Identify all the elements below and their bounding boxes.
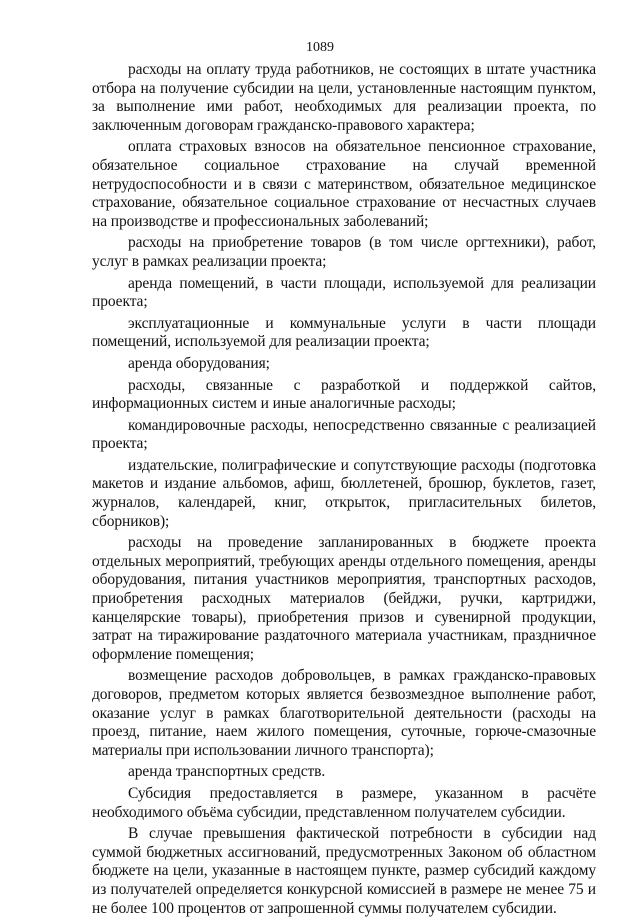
- paragraph-labor-costs: расходы на оплату труда работников, не состоящих в штате участника отбора на получение субсидии на цели, установленные настоящим пунктом, за выполнение ими работ, необходимых для реализации проекта, по заключенным договорам гражданско-правового характера;: [92, 61, 596, 134]
- paragraph-goods-purchase: расходы на приобретение товаров (в том числе оргтехники), работ, услуг в рамках реализации проекта;: [92, 234, 596, 270]
- paragraph-events: расходы на проведение запланированных в бюджете проекта отдельных мероприятий, требующих аренды отдельного помещения, аренды оборудования, питания участников мероприятия, транспортных расходов, приобретения расходных материалов (бейджи, ручки, картриджи, канцелярские товары), приобретения призов и сувенирной продукции, затрат на тиражирование раздаточного материала участникам, праздничное оформление помещения;: [92, 534, 596, 663]
- paragraph-subsidy-amount: Субсидия предоставляется в размере, указанном в расчёте необходимого объёма субсидии, представленном получателем субсидии.: [92, 784, 596, 821]
- paragraph-vehicle-rent: аренда транспортных средств.: [128, 763, 326, 781]
- paragraph-travel: командировочные расходы, непосредственно связанные с реализацией проекта;: [92, 416, 596, 453]
- paragraph-subsidy-excess: В случае превышения фактической потребности в субсидии над суммой бюджетных ассигнований, предусмотренных Законом об областном бюджете на цели, указанные в настоящем пункте, размер субсидий каждому из получателей определяется конкурсной комиссией в размере не менее 75 и не более 100 процентов от запрошенной суммы получателем субсидии.: [92, 825, 596, 917]
- paragraph-premises-rent: аренда помещений, в части площади, используемой для реализации проекта;: [92, 274, 596, 311]
- paragraph-insurance-contributions: оплата страховых взносов на обязательное пенсионное страхование, обязательное социальное страхование на случай временной нетрудоспособности и в связи с материнством, обязательное медицинское страхование, обязательное социальное страхование от несчастных случаев на производстве и профессиональных заболеваний;: [92, 138, 596, 230]
- body-text: [92, 61, 596, 918]
- paragraph-utilities: эксплуатационные и коммунальные услуги в части площади помещений, используемой для реализации проекта;: [92, 314, 596, 351]
- paragraph-volunteers: возмещение расходов добровольцев, в рамках гражданско-правовых договоров, предметом которых является безвозмездное выполнение работ, оказание услуг в рамках благотворительной деятельности (расходы на проезд, питание, наем жилого помещения, суточные, горюче-смазочные материалы при использовании личного транспорта);: [92, 667, 596, 759]
- paragraph-websites: расходы, связанные с разработкой и поддержкой сайтов, информационных систем и иные аналогичные расходы;: [92, 376, 596, 413]
- page-number: 1089: [306, 40, 334, 55]
- paragraph-publishing: издательские, полиграфические и сопутствующие расходы (подготовка макетов и издание альбомов, афиш, бюллетеней, брошюр, буклетов, газет, журналов, календарей, книг, открыток, пригласительных билетов, сборников);: [92, 456, 596, 530]
- paragraph-equipment-rent: аренда оборудования;: [128, 354, 270, 372]
